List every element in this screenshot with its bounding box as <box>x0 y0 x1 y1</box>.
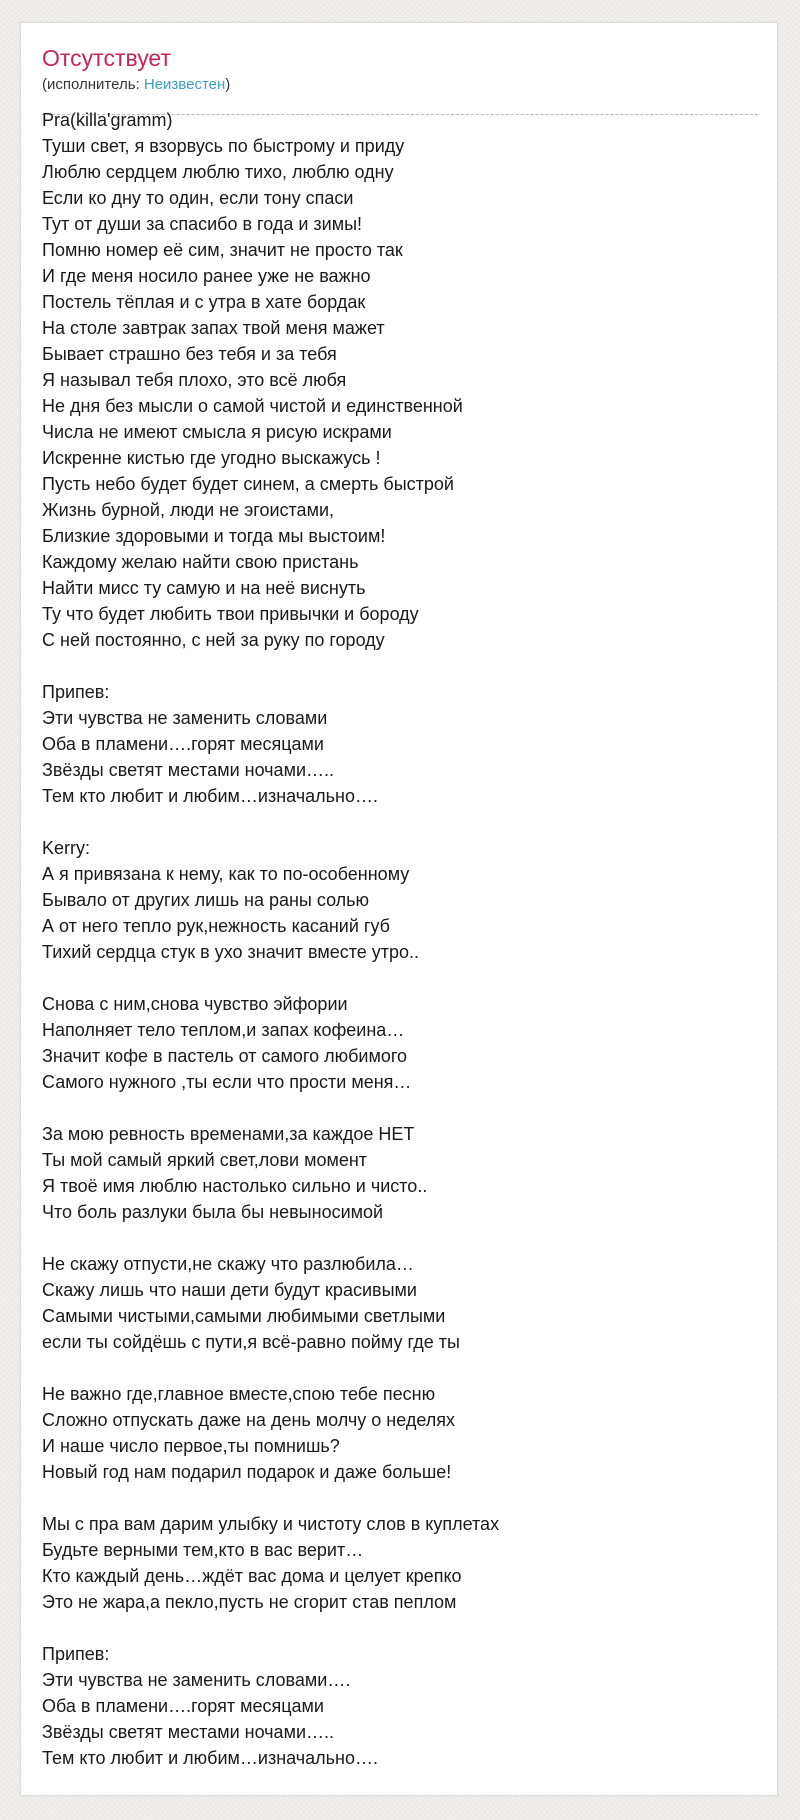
lyric-line: Помню номер её сим, значит не просто так <box>42 240 403 260</box>
lyric-line: Что боль разлуки была бы невыносимой <box>42 1202 384 1222</box>
lyric-line: Ты мой самый яркий свет,лови момент <box>42 1150 368 1170</box>
stanza-break <box>42 653 758 679</box>
lyric-line: Постель тёплая и с утра в хате бордак <box>42 292 366 312</box>
lyric-line: Оба в пламени….горят месяцами <box>42 1696 324 1716</box>
lyric-line: Эти чувства не заменить словами…. <box>42 1670 351 1690</box>
lyric-line: Числа не имеют смысла я рисую искрами <box>42 422 392 442</box>
artist-link[interactable]: Неизвестен <box>143 76 226 93</box>
stanza-break <box>42 1095 758 1121</box>
lyric-line: Это не жара,а пекло,пусть не сгорит став пеплом <box>42 1592 457 1612</box>
lyric-line: Пусть небо будет будет синем, а смерть быстрой <box>42 474 454 494</box>
lyric-line: Новый год нам подарил подарок и даже больше! <box>42 1462 452 1482</box>
lyric-line: Бывает страшно без тебя и за тебя <box>42 344 337 364</box>
lyric-line: Если ко дну то один, если тону спаси <box>42 188 354 208</box>
lyric-line: Скажу лишь что наши дети будут красивыми <box>42 1280 417 1300</box>
lyric-line: Не важно где,главное вместе,спою тебе песню <box>42 1384 436 1404</box>
lyric-line: Не скажу отпусти,не скажу что разлюбила… <box>42 1254 414 1274</box>
stanza-break <box>42 809 758 835</box>
lyric-line: Найти мисс ту самую и на неё виснуть <box>42 578 366 598</box>
lyric-line: Самыми чистыми,самыми любимыми светлыми <box>42 1306 446 1326</box>
lyric-line: Припев: <box>42 682 110 702</box>
lyric-line: Туши свет, я взорвусь по быстрому и приду <box>42 136 405 156</box>
lyric-line: Сложно отпускать даже на день молчу о неделях <box>42 1410 455 1430</box>
song-title: Отсутствует <box>42 45 171 71</box>
lyric-line: Наполняет тело теплом,и запах кофеина… <box>42 1020 405 1040</box>
lyric-line: Люблю сердцем люблю тихо, люблю одну <box>42 162 394 182</box>
lyric-line: И наше число первое,ты помнишь? <box>42 1436 340 1456</box>
stanza-break <box>42 1225 758 1251</box>
lyric-line: Мы с пра вам дарим улыбку и чистоту слов в куплетах <box>42 1514 500 1534</box>
lyric-line: Тут от души за спасибо в года и зимы! <box>42 214 363 234</box>
stanza-break <box>42 1355 758 1381</box>
lyric-line: Эти чувства не заменить словами <box>42 708 328 728</box>
lyric-line: Звёзды светят местами ночами….. <box>42 760 334 780</box>
song-header <box>42 43 758 115</box>
lyric-line: Каждому желаю найти свою пристань <box>42 552 359 572</box>
lyric-line: И где меня носило ранее уже не важно <box>42 266 371 286</box>
artist-line <box>42 75 230 95</box>
lyric-line: Кто каждый день…ждёт вас дома и целует крепко <box>42 1566 462 1586</box>
stanza-break <box>42 1485 758 1511</box>
stanza-break <box>42 1615 758 1641</box>
lyric-line: А я привязана к нему, как то по-особенному <box>42 864 410 884</box>
lyric-line: Тихий сердца стук в ухо значит вместе утро.. <box>42 942 420 962</box>
lyric-line: Я твоё имя люблю настолько сильно и чисто.. <box>42 1176 428 1196</box>
lyric-line: Оба в пламени….горят месяцами <box>42 734 324 754</box>
lyric-line: На столе завтрак запах твой меня мажет <box>42 318 385 338</box>
lyric-line: Звёзды светят местами ночами….. <box>42 1722 334 1742</box>
lyric-line: если ты сойдёшь с пути,я всё-равно пойму где ты <box>42 1332 460 1352</box>
lyric-line: Бывало от других лишь на раны солью <box>42 890 370 910</box>
stanza-break <box>42 965 758 991</box>
lyric-line: Самого нужного ,ты если что прости меня… <box>42 1072 412 1092</box>
lyric-line: Тем кто любит и любим…изначально…. <box>42 1748 378 1768</box>
lyric-line: Искренне кистью где угодно выскажусь ! <box>42 448 381 468</box>
lyric-line: Снова с ним,снова чувство эйфории <box>42 994 348 1014</box>
lyrics-text <box>42 107 758 1771</box>
lyric-line: Значит кофе в пастель от самого любимого <box>42 1046 408 1066</box>
lyric-line: За мою ревность временами,за каждое НЕТ <box>42 1124 415 1144</box>
lyric-line: Тем кто любит и любим…изначально…. <box>42 786 378 806</box>
lyric-line: А от него тепло рук,нежность касаний губ <box>42 916 390 936</box>
lyrics-card <box>20 22 778 1796</box>
artist-prefix: (исполнитель: <box>42 76 144 93</box>
lyric-line: С ней постоянно, с ней за руку по городу <box>42 630 385 650</box>
lyric-line: Будьте верными тем,кто в вас верит… <box>42 1540 364 1560</box>
lyric-line: Kerry: <box>42 838 91 858</box>
lyric-line: Ту что будет любить твои привычки и бороду <box>42 604 419 624</box>
lyric-line: Припев: <box>42 1644 110 1664</box>
lyric-line: Жизнь бурной, люди не эгоистами, <box>42 500 334 520</box>
lyric-line: Pra(killa'gramm) <box>42 110 173 130</box>
lyric-line: Я называл тебя плохо, это всё любя <box>42 370 347 390</box>
lyric-line: Близкие здоровыми и тогда мы выстоим! <box>42 526 386 546</box>
lyric-line: Не дня без мысли о самой чистой и единственной <box>42 396 463 416</box>
artist-suffix: ) <box>225 76 231 93</box>
